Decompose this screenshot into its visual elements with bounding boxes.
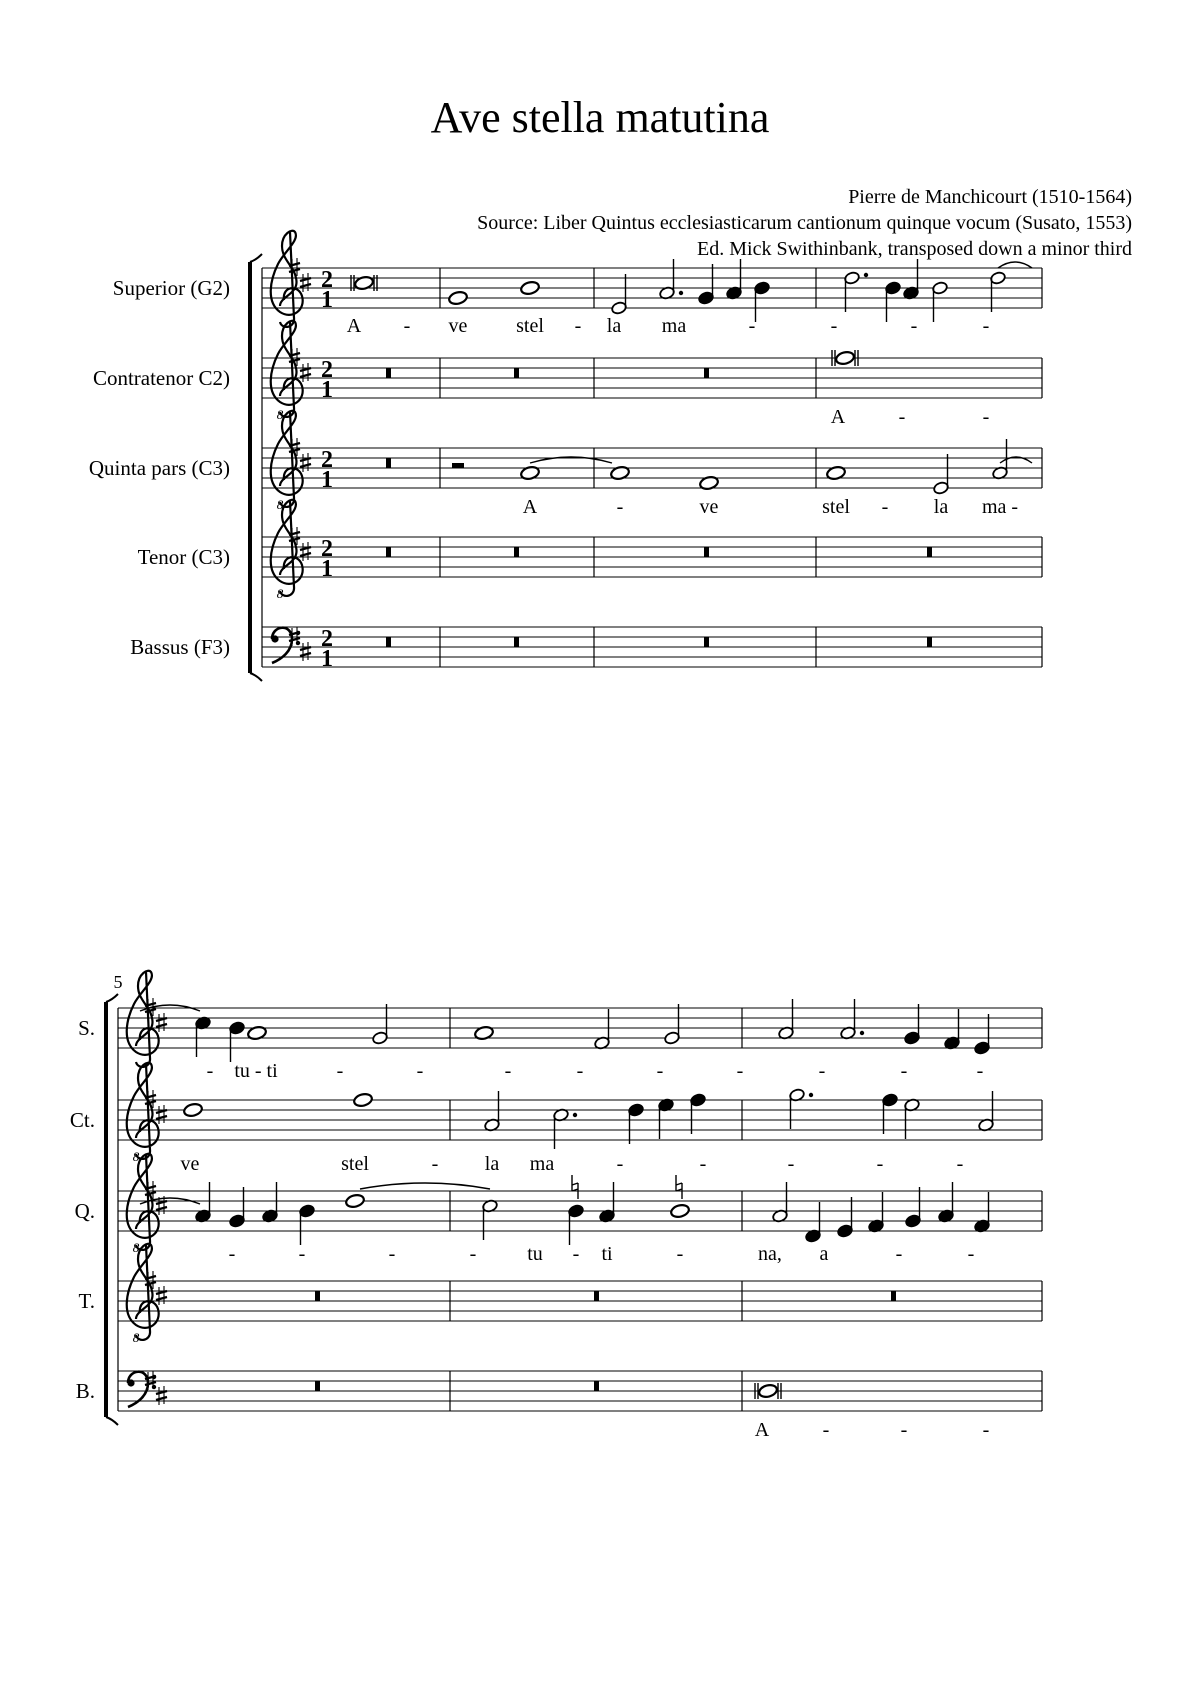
lyric-syllable: ma - (981, 496, 1019, 518)
bass-clef-dot (271, 635, 278, 642)
sharp-icon (300, 278, 311, 287)
lyric-syllable: - (656, 1060, 664, 1082)
lyric-syllable: - (572, 1243, 580, 1265)
lyric-syllable: - (576, 1060, 584, 1082)
sharp-icon (159, 1013, 164, 1032)
note-head (183, 1102, 203, 1117)
instrument-label: S. (78, 1016, 95, 1040)
staff-ct (70, 1063, 1042, 1175)
natural-icon (572, 1175, 578, 1199)
lyric-syllable: - (469, 1243, 477, 1265)
instrument-label: Tenor (C3) (137, 545, 230, 569)
lyric-syllable: ve (699, 496, 719, 518)
treble-clef-icon (127, 1154, 159, 1250)
dot (679, 291, 683, 295)
staff-t (138, 500, 1042, 601)
time-signature-bottom: 1 (321, 287, 333, 313)
lyric-syllable: - (982, 315, 990, 337)
time-signature-top: 2 (321, 626, 333, 652)
breve-rest (927, 637, 932, 647)
lyric-syllable: - (900, 1060, 908, 1082)
source-credit: Source: Liber Quintus ecclesiasticarum cantionum quinque vocum (Susato, 1553) (477, 212, 1132, 234)
sharp-icon (159, 1386, 164, 1405)
sharp-icon (156, 1018, 167, 1027)
treble-clef-icon (271, 321, 303, 417)
lyric-syllable: - (736, 1060, 744, 1082)
note-head (345, 1193, 365, 1208)
time-signature-top: 2 (321, 447, 333, 473)
breve-rest (386, 458, 391, 468)
lyric-syllable: - (676, 1243, 684, 1265)
time-signature-bottom: 1 (321, 467, 333, 493)
lyric-syllable: la (606, 315, 622, 337)
sharp-icon (303, 273, 308, 292)
instrument-label: Superior (G2) (112, 276, 230, 300)
lyric-syllable: A (522, 496, 538, 518)
lyric-syllable: - (822, 1419, 830, 1441)
lyric-syllable: stel (341, 1153, 369, 1175)
sharp-icon (303, 542, 308, 561)
breve-rest (891, 1291, 896, 1301)
note-head (353, 1092, 373, 1107)
time-signature-bottom: 1 (321, 646, 333, 672)
dot (573, 1113, 577, 1117)
breve-rest (514, 368, 519, 378)
lyric-syllable: - (967, 1243, 975, 1265)
breve-rest (386, 547, 391, 557)
breve-rest (386, 368, 391, 378)
staff-ct (93, 321, 1042, 428)
time-signature-top: 2 (321, 267, 333, 293)
staff-b (76, 1371, 1042, 1441)
instrument-label: T. (78, 1289, 95, 1313)
lyric-syllable: - (982, 406, 990, 428)
editor-credit: Ed. Mick Swithinbank, transposed down a minor third (697, 238, 1132, 260)
breve-rest (704, 368, 709, 378)
system-1 (89, 231, 1042, 681)
lyric-syllable: la (933, 496, 949, 518)
lyric-syllable: - (298, 1243, 306, 1265)
measure-number: 5 (113, 972, 123, 992)
treble-clef-icon (271, 500, 303, 596)
lyric-syllable: - (895, 1243, 903, 1265)
lyric-syllable: - (574, 315, 582, 337)
staff-q (75, 1154, 1042, 1265)
breve-rest (315, 1291, 320, 1301)
breve-rest (704, 547, 709, 557)
lyric-syllable: ve (448, 315, 468, 337)
treble-clef-icon (271, 231, 303, 327)
lyric-syllable: - (876, 1153, 884, 1175)
time-signature-bottom: 1 (321, 377, 333, 403)
breve-rest (594, 1381, 599, 1391)
dot (809, 1093, 813, 1097)
lyric-syllable: - (830, 315, 838, 337)
sharp-icon (159, 1286, 164, 1305)
half-rest (452, 463, 464, 468)
sharp-icon (156, 1110, 167, 1119)
octave-8-marker: 8 (132, 1330, 140, 1345)
lyric-syllable: - (982, 1419, 990, 1441)
lyric-syllable: - (818, 1060, 826, 1082)
octave-8-marker: 8 (276, 407, 284, 422)
note-head (448, 290, 468, 305)
octave-8-marker: 8 (132, 1149, 140, 1164)
breve-rest (594, 1291, 599, 1301)
tie (360, 1183, 490, 1189)
instrument-label: Q. (74, 1199, 95, 1223)
treble-clef-icon (271, 411, 303, 507)
breve-rest (514, 547, 519, 557)
sharp-icon (303, 453, 308, 472)
treble-clef-icon (127, 971, 159, 1067)
system-2 (70, 971, 1042, 1441)
lyric-syllable: - (616, 1153, 624, 1175)
bass-clef-icon (272, 628, 292, 663)
octave-8-marker: 8 (276, 497, 284, 512)
composer-credit: Pierre de Manchicourt (1510-1564) (848, 186, 1132, 208)
lyric-syllable: ma (529, 1153, 555, 1175)
lyric-syllable: - (976, 1060, 984, 1082)
lyric-syllable: na, (758, 1243, 782, 1265)
sharp-icon (156, 1291, 167, 1300)
breve-rest (315, 1381, 320, 1391)
note-head (835, 350, 855, 365)
instrument-label: Ct. (69, 1108, 95, 1132)
sharp-icon (159, 1105, 164, 1124)
sharp-icon (156, 1391, 167, 1400)
lyric-syllable: ma (661, 315, 687, 337)
lyric-syllable: - (787, 1153, 795, 1175)
time-signature-bottom: 1 (321, 556, 333, 582)
treble-clef-icon (127, 1244, 159, 1340)
staff-b (130, 626, 1042, 672)
lyric-syllable: - (206, 1060, 214, 1082)
lyric-syllable: - (956, 1153, 964, 1175)
dot (864, 273, 868, 277)
treble-clef-icon (127, 1063, 159, 1159)
lyric-syllable: - (616, 496, 624, 518)
bass-clef-dot (127, 1379, 134, 1386)
staff-s (113, 231, 1042, 337)
time-signature-top: 2 (321, 536, 333, 562)
lyric-syllable: - (431, 1153, 439, 1175)
lyric-syllable: - (504, 1060, 512, 1082)
lyric-syllable: ti (601, 1243, 613, 1265)
sharp-icon (303, 363, 308, 382)
bass-clef-icon (128, 1372, 148, 1407)
dot (860, 1031, 864, 1035)
breve-rest (927, 547, 932, 557)
note-head (670, 1203, 690, 1218)
breve-rest (704, 637, 709, 647)
lyric-syllable: - (228, 1243, 236, 1265)
lyric-syllable: - (336, 1060, 344, 1082)
staff-s (78, 971, 1042, 1082)
sharp-icon (303, 642, 308, 661)
lyric-syllable: - (898, 406, 906, 428)
lyric-syllable: A (754, 1419, 770, 1441)
lyric-syllable: - (881, 496, 889, 518)
breve-rest (386, 637, 391, 647)
sharp-icon (156, 1201, 167, 1210)
lyric-syllable: A (830, 406, 846, 428)
octave-8-marker: 8 (132, 1240, 140, 1255)
natural-icon (676, 1175, 682, 1199)
octave-8-marker: 8 (276, 586, 284, 601)
instrument-label: Bassus (F3) (130, 635, 230, 659)
tie (998, 262, 1032, 268)
lyric-syllable: - (403, 315, 411, 337)
lyric-syllable: - (900, 1419, 908, 1441)
time-signature-top: 2 (321, 357, 333, 383)
lyric-syllable: - (699, 1153, 707, 1175)
sharp-icon (300, 647, 311, 656)
sharp-icon (300, 458, 311, 467)
instrument-label: B. (75, 1379, 95, 1403)
lyric-syllable: A (346, 315, 362, 337)
lyric-syllable: - (388, 1243, 396, 1265)
instrument-label: Contratenor C2) (92, 366, 230, 390)
lyric-syllable: ve (180, 1153, 200, 1175)
lyric-syllable: a (819, 1243, 829, 1265)
sharp-icon (300, 368, 311, 377)
sharp-icon (300, 547, 311, 556)
lyric-syllable: tu - ti (234, 1060, 278, 1082)
lyric-syllable: - (910, 315, 918, 337)
lyric-syllable: stel (516, 315, 544, 337)
note-head (520, 280, 540, 295)
page-title: Ave stella matutina (430, 93, 770, 142)
lyric-syllable: - (416, 1060, 424, 1082)
lyric-syllable: stel (822, 496, 850, 518)
breve-rest (514, 637, 519, 647)
note-head (758, 1383, 778, 1398)
lyric-syllable: - (748, 315, 756, 337)
instrument-label: Quinta pars (C3) (88, 456, 230, 480)
lyric-syllable: tu (527, 1243, 543, 1265)
lyric-syllable: la (484, 1153, 500, 1175)
